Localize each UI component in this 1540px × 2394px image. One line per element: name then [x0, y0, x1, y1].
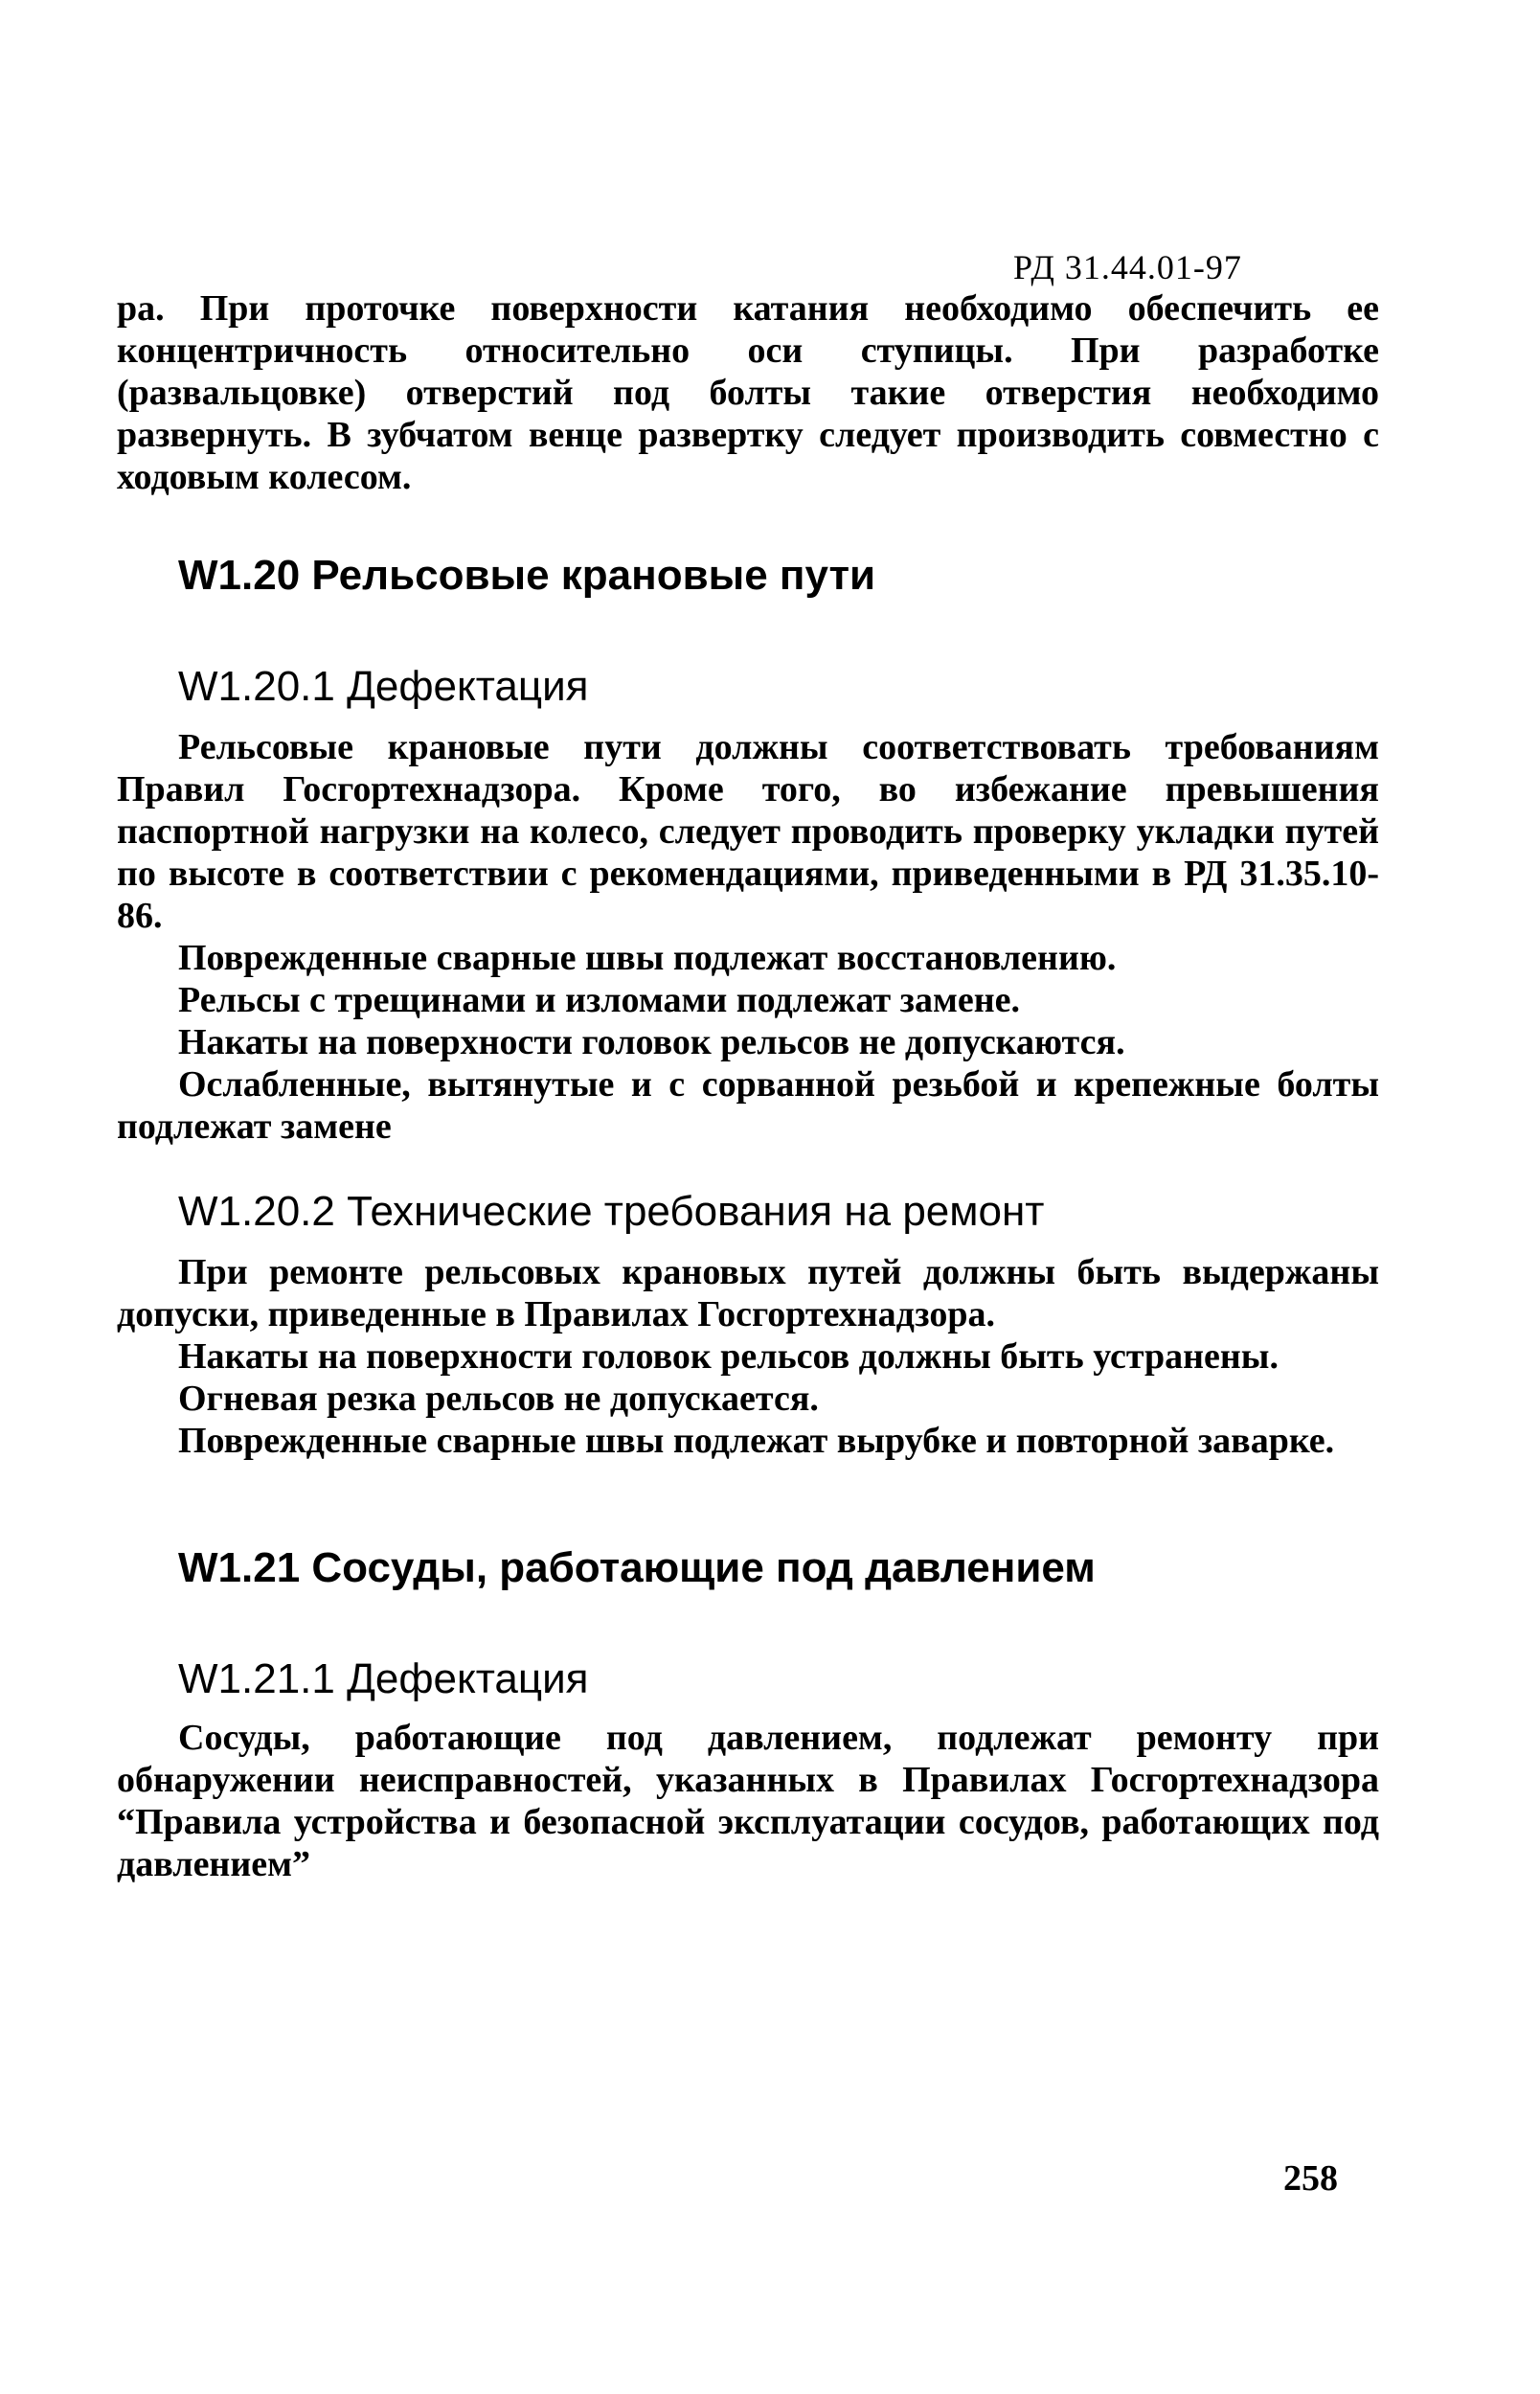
body-paragraph: Накаты на поверхности головок рельсов должны быть устранены.: [178, 1336, 1279, 1377]
body-paragraph: Поврежденные сварные швы подлежат вырубке и повторной заварке.: [178, 1421, 1335, 1461]
section-title-w1-21: W1.21 Сосуды, работающие под давлением: [178, 1544, 1096, 1591]
subsection-title-w1-20-1: W1.20.1 Дефектация: [178, 663, 589, 710]
subsection-title-w1-20-2: W1.20.2 Технические требования на ремонт: [178, 1188, 1045, 1235]
body-paragraph: Накаты на поверхности головок рельсов не допускаются.: [178, 1022, 1125, 1062]
body-paragraph: Рельсовые крановые пути должны соответствовать требованиям Правил Госгортехнадзора. Кроме того, во избежание превышения паспортной нагрузки на колесо, следует проводить проверку укладки путей по высоте в соответствии с рекомендациями, приведенными в РД 31.35.10-86.: [117, 727, 1379, 936]
intro-paragraph: ра. При проточке поверхности катания необходимо обеспечить ее концентричность относительно оси ступицы. При разработке (развальцовке) отверстий под болты такие отверстия необходимо развернуть. В зубчатом венце развертку следует производить совместно с ходовым колесом.: [117, 288, 1379, 497]
body-paragraph: При ремонте рельсовых крановых путей должны быть выдержаны допуски, приведенные в Правилах Госгортехнадзора.: [117, 1252, 1379, 1334]
body-paragraph: Рельсы с трещинами и изломами подлежат замене.: [178, 980, 1020, 1020]
subsection-body-w1-21-1: [117, 1717, 1379, 1885]
body-paragraph: Огневая резка рельсов не допускается.: [178, 1379, 819, 1419]
section-title-w1-20: W1.20 Рельсовые крановые пути: [178, 552, 876, 599]
subsection-body-w1-20-1: [117, 726, 1379, 1148]
document-code: РД 31.44.01-97: [1013, 248, 1242, 286]
body-paragraph: Поврежденные сварные швы подлежат восстановлению.: [178, 938, 1117, 978]
body-paragraph: Сосуды, работающие под давлением, подлежат ремонту при обнаружении неисправностей, указанных в Правилах Госгортехнадзора “Правила устройства и безопасной эксплуатации сосудов, работающих под давлением”: [117, 1718, 1379, 1884]
body-paragraph: Ослабленные, вытянутые и с сорванной резьбой и крепежные болты подлежат замене: [117, 1064, 1379, 1147]
page-number: 258: [1283, 2158, 1338, 2199]
subsection-body-w1-20-2: [117, 1251, 1379, 1462]
subsection-title-w1-21-1: W1.21.1 Дефектация: [178, 1655, 589, 1702]
intro-text: [117, 287, 1379, 498]
